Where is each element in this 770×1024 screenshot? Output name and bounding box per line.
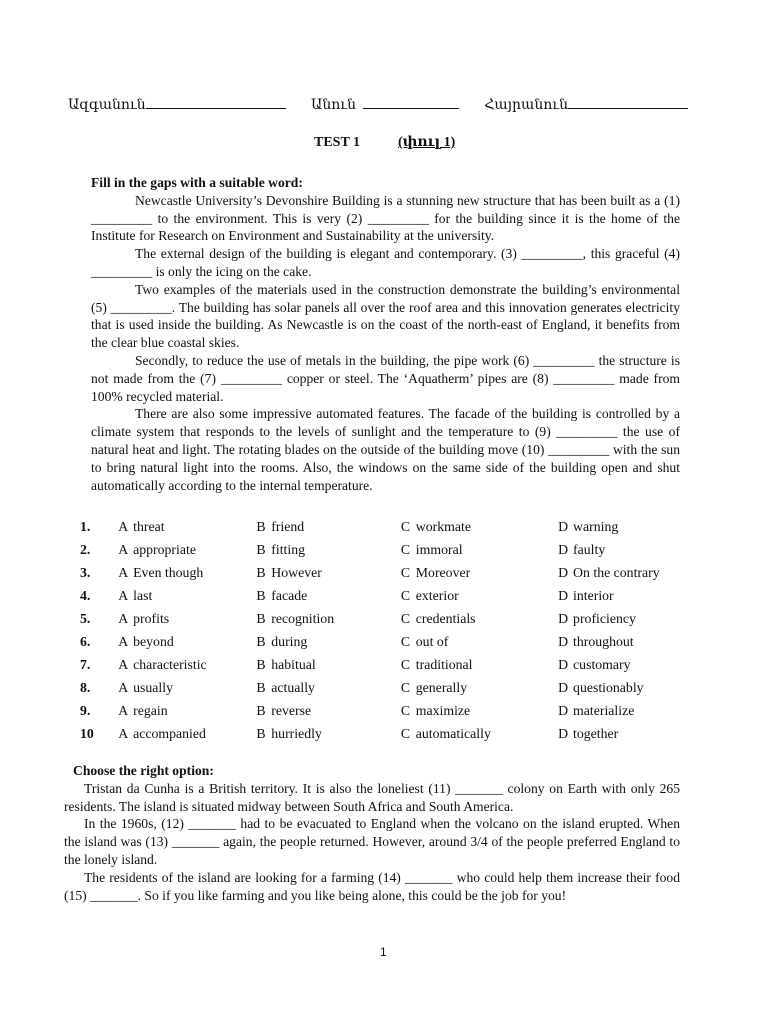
option-c: maximize xyxy=(415,702,471,718)
option-d: On the contrary xyxy=(573,564,660,580)
option-row xyxy=(80,584,690,607)
option-letter-c: C xyxy=(400,610,411,626)
option-b: actually xyxy=(271,679,315,695)
option-c: workmate xyxy=(415,518,471,534)
option-d: materialize xyxy=(573,702,635,718)
option-c: out of xyxy=(415,633,449,649)
option-row xyxy=(80,607,690,630)
option-b: hurriedly xyxy=(271,725,322,741)
option-d: interior xyxy=(573,587,614,603)
option-letter-a: A xyxy=(118,564,129,580)
option-letter-a: A xyxy=(118,587,129,603)
option-a: characteristic xyxy=(133,656,207,672)
option-c: generally xyxy=(415,679,468,695)
option-b: habitual xyxy=(271,656,316,672)
test-title-sub: (փուլ 1) xyxy=(398,135,456,150)
gap-fill-heading: Fill in the gaps with a suitable word: xyxy=(91,175,303,190)
option-d: together xyxy=(573,725,619,741)
option-letter-a: A xyxy=(118,518,129,534)
option-letter-b: B xyxy=(256,541,266,557)
option-letter-d: D xyxy=(558,610,569,626)
option-a: threat xyxy=(133,518,165,534)
option-row xyxy=(80,630,690,653)
options-table xyxy=(80,515,690,745)
surname-field xyxy=(68,96,286,114)
choose-option-paragraph: Tristan da Cunha is a British territory. It is also the loneliest (11) _______ colony on Earth with only 265 residents. The island is situated midway between South Africa and South America. xyxy=(64,780,680,814)
option-row xyxy=(80,699,690,722)
option-row xyxy=(80,722,690,745)
first-name-label: Անուն xyxy=(311,98,356,113)
option-c: Moreover xyxy=(415,564,471,580)
patronymic-field xyxy=(484,96,688,114)
option-d: throughout xyxy=(573,633,634,649)
choose-option-heading: Choose the right option: xyxy=(73,763,214,778)
option-letter-c: C xyxy=(400,541,411,557)
option-row xyxy=(80,561,690,584)
option-letter-c: C xyxy=(400,564,411,580)
option-letter-d: D xyxy=(558,633,569,649)
test-title-main: TEST 1 xyxy=(314,135,361,150)
option-c: automatically xyxy=(415,725,491,741)
first-name-blank xyxy=(363,96,459,109)
choose-option-paragraph: The residents of the island are looking for a farming (14) _______ who could help them increase their food (15) _______. So if you like farming and you like being alone, this could be the job for you! xyxy=(64,869,680,903)
question-number: 6. xyxy=(80,633,91,649)
option-letter-c: C xyxy=(400,679,411,695)
option-letter-c: C xyxy=(400,702,411,718)
question-number: 10 xyxy=(80,725,94,741)
option-letter-d: D xyxy=(558,518,569,534)
option-letter-c: C xyxy=(400,725,411,741)
option-d: warning xyxy=(573,518,619,534)
question-number: 9. xyxy=(80,702,91,718)
question-number: 4. xyxy=(80,587,91,603)
option-letter-b: B xyxy=(256,564,266,580)
patronymic-label: Հայրանուն xyxy=(484,98,568,113)
option-d: customary xyxy=(573,656,631,672)
option-letter-a: A xyxy=(118,656,129,672)
option-row xyxy=(80,676,690,699)
option-letter-a: A xyxy=(118,725,129,741)
option-letter-a: A xyxy=(118,610,129,626)
option-letter-d: D xyxy=(558,656,569,672)
option-d: proficiency xyxy=(573,610,636,626)
surname-blank xyxy=(146,96,286,109)
student-info-header xyxy=(68,96,688,114)
option-a: Even though xyxy=(133,564,204,580)
gap-fill-paragraph: Two examples of the materials used in the construction demonstrate the building’s environmental (5) _________. The building has solar panels all over the roof area and this innovation generates electricity that is used inside the building. As Newcastle is on the coast of the north-east of England, it benefits from the clear blue coastal skies. xyxy=(91,281,680,351)
option-letter-a: A xyxy=(118,679,129,695)
option-a: appropriate xyxy=(133,541,196,557)
option-letter-d: D xyxy=(558,679,569,695)
option-letter-d: D xyxy=(558,541,569,557)
option-a: last xyxy=(133,587,153,603)
option-letter-c: C xyxy=(400,518,411,534)
question-number: 5. xyxy=(80,610,91,626)
option-letter-b: B xyxy=(256,679,266,695)
option-b: fitting xyxy=(271,541,305,557)
gap-fill-paragraph: The external design of the building is elegant and contemporary. (3) _________, this graceful (4) _________ is only the icing on the cake. xyxy=(91,246,680,279)
option-letter-b: B xyxy=(256,725,266,741)
gap-fill-paragraph: Newcastle University’s Devonshire Building is a stunning new structure that has been built as a (1) _________ to the environment. This is very (2) _________ for the building since it is the home of the Institute for Research on Environment and Sustainability at the university. xyxy=(91,192,680,244)
gap-fill-section xyxy=(91,174,680,494)
option-c: credentials xyxy=(415,610,476,626)
option-letter-c: C xyxy=(400,656,411,672)
option-c: traditional xyxy=(415,656,473,672)
option-row xyxy=(80,515,690,538)
option-letter-c: C xyxy=(400,587,411,603)
question-number: 2. xyxy=(80,541,91,557)
option-a: profits xyxy=(133,610,170,626)
choose-option-paragraph: In the 1960s, (12) _______ had to be evacuated to England when the volcano on the island erupted. When the island was (13) _______ again, the people returned. However, around 3/4 of the people preferred England to the lonely island. xyxy=(64,816,680,867)
choose-option-section xyxy=(64,762,680,904)
option-letter-d: D xyxy=(558,564,569,580)
question-number: 8. xyxy=(80,679,91,695)
option-b: recognition xyxy=(271,610,335,626)
gap-fill-paragraph: There are also some impressive automated features. The facade of the building is controlled by a climate system that responds to the levels of sunlight and the temperature to (9) _________ the use of natural heat and light. The rotating blades on the outside of the building move (10) _________ with the sun to bring natural light into the rooms. Also, the windows on the same side of the building open and shut automatically according to the internal temperature. xyxy=(91,406,680,493)
option-letter-b: B xyxy=(256,587,266,603)
patronymic-blank xyxy=(568,96,688,109)
option-letter-b: B xyxy=(256,610,266,626)
option-a: accompanied xyxy=(133,725,206,741)
option-c: exterior xyxy=(415,587,459,603)
question-number: 7. xyxy=(80,656,91,672)
option-d: questionably xyxy=(573,679,644,695)
option-d: faulty xyxy=(573,541,606,557)
option-letter-c: C xyxy=(400,633,411,649)
option-letter-d: D xyxy=(558,587,569,603)
surname-label: Ազգանուն xyxy=(68,98,146,113)
option-c: immoral xyxy=(415,541,463,557)
option-b: facade xyxy=(271,587,308,603)
option-letter-d: D xyxy=(558,725,569,741)
option-b: However xyxy=(271,564,322,580)
option-row xyxy=(80,653,690,676)
option-letter-b: B xyxy=(256,518,266,534)
option-b: during xyxy=(271,633,308,649)
option-b: friend xyxy=(271,518,305,534)
option-a: usually xyxy=(133,679,173,695)
option-row xyxy=(80,538,690,561)
test-title xyxy=(314,134,455,151)
option-b: reverse xyxy=(271,702,312,718)
option-letter-a: A xyxy=(118,633,129,649)
question-number: 3. xyxy=(80,564,91,580)
page-number: 1 xyxy=(380,945,387,959)
option-a: beyond xyxy=(133,633,174,649)
question-number: 1. xyxy=(80,518,91,534)
first-name-field xyxy=(311,96,459,114)
option-letter-a: A xyxy=(118,702,129,718)
option-letter-d: D xyxy=(558,702,569,718)
gap-fill-paragraph: Secondly, to reduce the use of metals in the building, the pipe work (6) _________ the structure is not made from the (7) _________ copper or steel. The ‘Aquatherm’ pipes are (8) _________ made from 100% recycled material. xyxy=(91,352,680,404)
option-letter-b: B xyxy=(256,702,266,718)
option-letter-a: A xyxy=(118,541,129,557)
option-letter-b: B xyxy=(256,656,266,672)
option-letter-b: B xyxy=(256,633,266,649)
option-a: regain xyxy=(133,702,168,718)
